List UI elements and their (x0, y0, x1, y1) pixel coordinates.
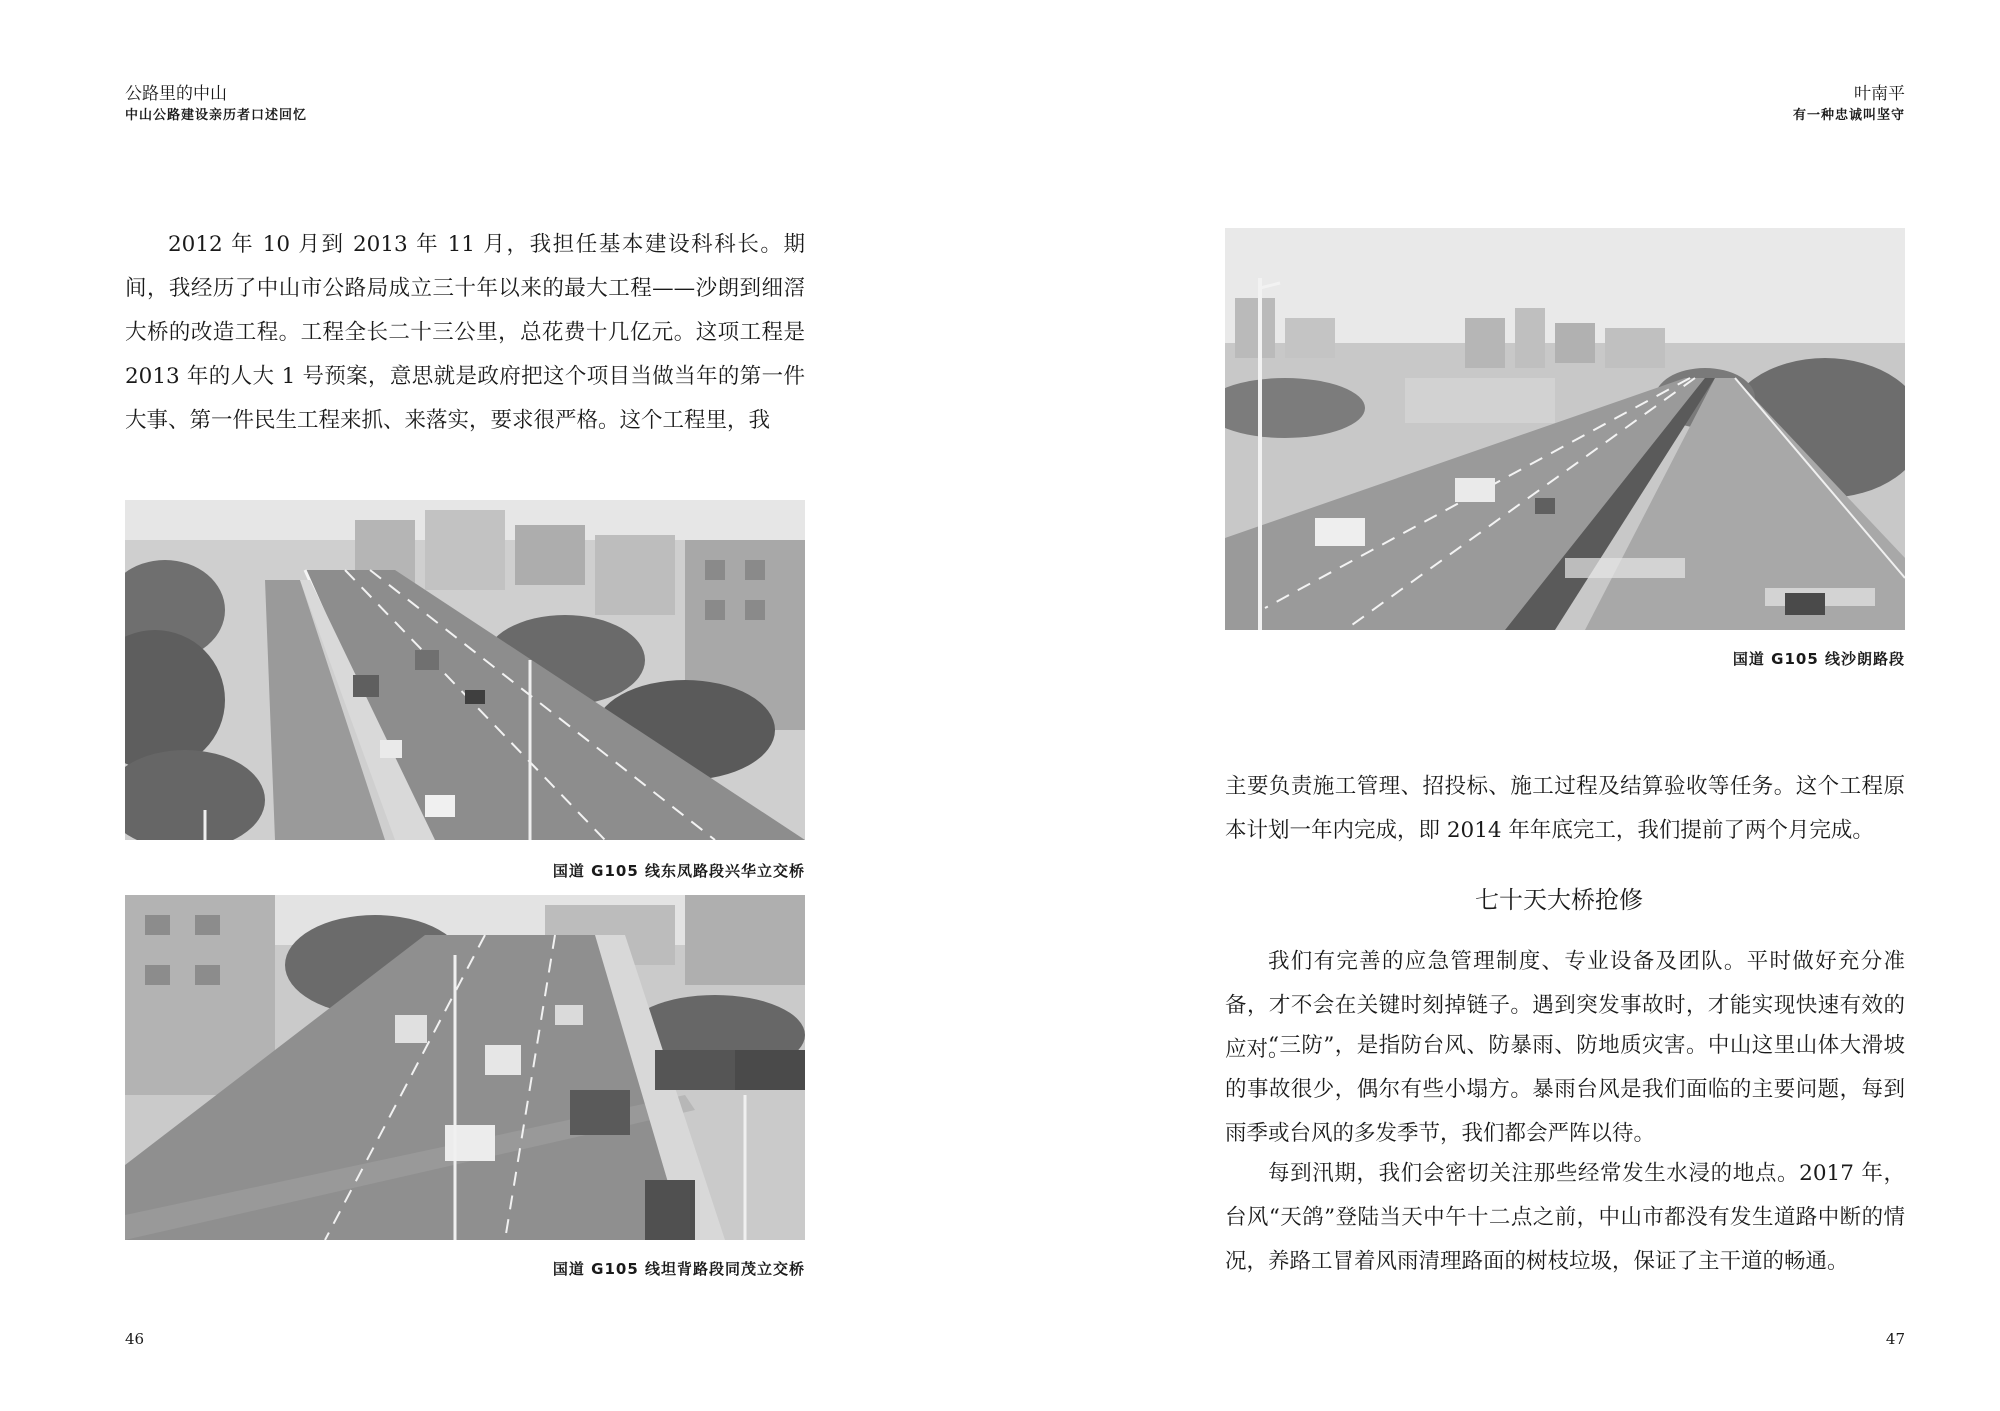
book-title: 公路里的中山 (125, 84, 227, 104)
photo-xinghua-interchange (125, 500, 805, 840)
page-number: 46 (125, 1330, 145, 1348)
body-paragraph: 我们有完善的应急管理制度、专业设备及团队。平时做好充分准备，才不会在关键时刻掉链子。遇到突发事故时，才能实现快速有效的应对。 (1225, 949, 1905, 1062)
photo-caption: 国道 G105 线东凤路段兴华立交桥 (552, 862, 805, 880)
photo-shalang-section (1225, 228, 1905, 630)
right-page (1000, 0, 2000, 1411)
chapter-subtitle: 有一种忠诚叫坚守 (1792, 108, 1905, 123)
chapter-title: 叶南平 (1854, 84, 1905, 104)
book-subtitle: 中山公路建设亲历者口述回忆 (125, 108, 308, 123)
body-paragraph: “三防”，是指防台风、防暴雨、防地质灾害。中山这里山体大滑坡的事故很少，偶尔有些小塌方。暴雨台风是我们面临的主要问题，每到雨季或台风的多发季节，我们都会严阵以待。 (1225, 1033, 1905, 1146)
section-heading: 七十天大桥抢修 (1475, 886, 1643, 914)
body-paragraph: 每到汛期，我们会密切关注那些经常发生水浸的地点。2017 年，台风“天鸽”登陆当天中午十二点之前，中山市都没有发生道路中断的情况，养路工冒着风雨清理路面的树枝垃圾，保证了主干道的畅通。 (1225, 1161, 1905, 1274)
photo-tongmao-interchange (125, 895, 805, 1240)
page-number: 47 (1885, 1330, 1905, 1348)
body-paragraph: 主要负责施工管理、招投标、施工过程及结算验收等任务。这个工程原本计划一年内完成，即 2014 年年底完工，我们提前了两个月完成。 (1225, 774, 1905, 843)
photo-caption: 国道 G105 线坦背路段同茂立交桥 (552, 1260, 805, 1278)
body-paragraph: 2012 年 10 月到 2013 年 11 月，我担任基本建设科科长。期间，我经历了中山市公路局成立三十年以来的最大工程——沙朗到细滘大桥的改造工程。工程全长二十三公里，总花费十几亿元。这项工程是 2013 年的人大 1 号预案，意思就是政府把这个项目当做当年的第一件大事、第一件民生工程来抓、来落实，要求很严格。这个工程里，我 (125, 232, 805, 433)
photo-caption: 国道 G105 线沙朗路段 (1732, 650, 1905, 668)
